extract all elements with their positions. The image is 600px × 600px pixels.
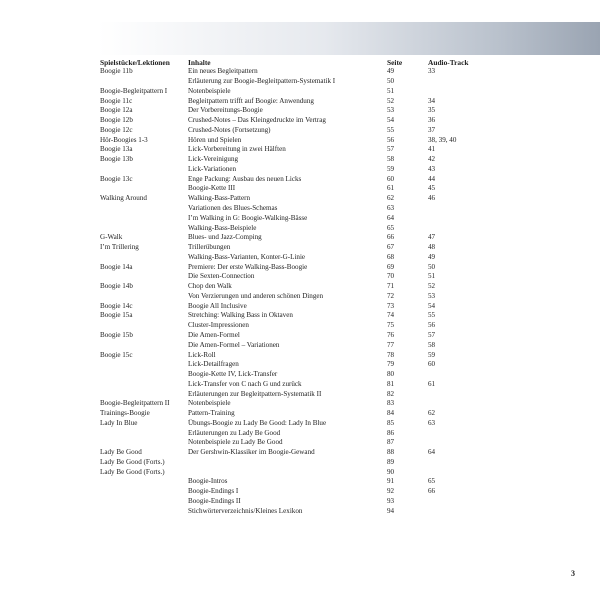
- toc-content: Boogie-Endings I: [188, 487, 239, 496]
- toc-row: [100, 341, 580, 351]
- toc-page: 86: [387, 428, 395, 437]
- toc-audio-track: 36: [428, 116, 436, 125]
- toc-row: [100, 263, 580, 273]
- toc-content: Stretching: Walking Bass in Oktaven: [188, 311, 293, 320]
- toc-content: Hören und Spielen: [188, 135, 242, 144]
- toc-page: 52: [387, 96, 395, 105]
- toc-row: [100, 155, 580, 165]
- toc-content: Boogie-Kette III: [188, 184, 236, 193]
- toc-content: Blues- und Jazz-Comping: [188, 233, 262, 242]
- toc-audio-track: 65: [428, 477, 436, 486]
- toc-row: [100, 272, 580, 282]
- toc-content: Erläuterungen zur Begleitpattern-Systematik II: [188, 389, 322, 398]
- toc-page: 83: [387, 399, 395, 408]
- toc-row: [100, 175, 580, 185]
- toc-content: Erläuterung zur Boogie-Begleitpattern-Systematik I: [188, 77, 336, 86]
- toc-audio-track: 48: [428, 243, 436, 252]
- toc-content: Lick-Variationen: [188, 164, 237, 173]
- toc-content: Crushed-Notes (Fortsetzung): [188, 125, 271, 134]
- toc-content: Begleitpattern trifft auf Boogie: Anwendung: [188, 96, 314, 105]
- toc-audio-track: 57: [428, 330, 436, 339]
- toc-piece: Boogie-Begleitpattern II: [100, 399, 170, 408]
- toc-page: 78: [387, 350, 395, 359]
- page-number: 3: [571, 569, 575, 578]
- toc-content: Lick-Detailfragen: [188, 360, 239, 369]
- toc-content: Übungs-Boogie zu Lady Be Good: Lady In Blue: [188, 418, 327, 427]
- toc-page: 56: [387, 135, 395, 144]
- toc-body: [100, 67, 580, 516]
- toc-content: Chop den Walk: [188, 282, 232, 291]
- toc-audio-track: 44: [428, 174, 436, 183]
- toc-row: [100, 67, 580, 77]
- toc-content: Walking-Bass-Varianten, Konter-G-Linie: [188, 252, 306, 261]
- toc-page: 54: [387, 116, 395, 125]
- toc-piece: Boogie 14a: [100, 262, 133, 271]
- toc-page: 77: [387, 340, 395, 349]
- toc-content: Lick-Vorbereitung in zwei Hälften: [188, 145, 286, 154]
- toc-page: 90: [387, 467, 395, 476]
- toc-audio-track: 42: [428, 155, 436, 164]
- toc-audio-track: 37: [428, 125, 436, 134]
- toc-content: Crushed-Notes – Das Kleingedruckte im Vertrag: [188, 116, 326, 125]
- toc-row: [100, 438, 580, 448]
- toc-audio-track: 34: [428, 96, 436, 105]
- toc-piece: Boogie 14c: [100, 301, 133, 310]
- toc-audio-track: 58: [428, 340, 436, 349]
- toc-content: I’m Walking in G: Boogie-Walking-Bässe: [188, 213, 308, 222]
- toc-content: Notenbeispiele: [188, 86, 231, 95]
- toc-content: Enge Packung: Ausbau des neuen Licks: [188, 174, 302, 183]
- toc-content: Premiere: Der erste Walking-Bass-Boogie: [188, 262, 308, 271]
- toc-row: [100, 477, 580, 487]
- toc-row: [100, 360, 580, 370]
- toc-page: 91: [387, 477, 395, 486]
- toc-row: [100, 136, 580, 146]
- toc-content: Stichwörterverzeichnis/Kleines Lexikon: [188, 506, 303, 515]
- toc-piece: Boogie 15a: [100, 311, 133, 320]
- toc-row: [100, 77, 580, 87]
- toc-row: [100, 351, 580, 361]
- toc-audio-track: 53: [428, 291, 436, 300]
- toc-row: [100, 292, 580, 302]
- toc-page: 82: [387, 389, 395, 398]
- toc-row: [100, 194, 580, 204]
- toc-audio-track: 60: [428, 360, 436, 369]
- toc-content: Trillerübungen: [188, 243, 231, 252]
- toc-row: [100, 419, 580, 429]
- toc-audio-track: 33: [428, 67, 436, 76]
- toc-page: 73: [387, 301, 395, 310]
- toc-audio-track: 51: [428, 272, 436, 281]
- table-of-contents: [100, 58, 580, 517]
- toc-row: [100, 165, 580, 175]
- toc-content: Notenbeispiele zu Lady Be Good: [188, 438, 283, 447]
- toc-page: 63: [387, 204, 395, 213]
- toc-row: [100, 448, 580, 458]
- toc-page: 67: [387, 243, 395, 252]
- toc-piece: Boogie 11b: [100, 67, 133, 76]
- header-audio-track: Audio-Track: [428, 58, 469, 67]
- toc-audio-track: 63: [428, 418, 436, 427]
- toc-row: [100, 106, 580, 116]
- toc-page: 94: [387, 506, 395, 515]
- toc-piece: Boogie 12c: [100, 125, 133, 134]
- toc-piece: Lady In Blue: [100, 418, 138, 427]
- toc-piece: Lady Be Good (Forts.): [100, 457, 165, 466]
- toc-content: Pattern-Training: [188, 409, 235, 418]
- toc-audio-track: 52: [428, 282, 436, 291]
- toc-row: [100, 87, 580, 97]
- toc-row: [100, 145, 580, 155]
- toc-row: [100, 331, 580, 341]
- toc-piece: Boogie 13a: [100, 145, 133, 154]
- toc-page: 71: [387, 282, 395, 291]
- toc-content: Die Sexten-Connection: [188, 272, 255, 281]
- toc-content: Boogie-Kette IV, Lick-Transfer: [188, 370, 278, 379]
- toc-page: 55: [387, 125, 395, 134]
- toc-content: Die Amen-Formel – Variationen: [188, 340, 280, 349]
- toc-row: [100, 204, 580, 214]
- toc-piece: Boogie 13c: [100, 174, 133, 183]
- toc-content: Lick-Transfer von C nach G und zurück: [188, 379, 302, 388]
- header-gradient-bar: [98, 22, 600, 55]
- toc-content: Walking-Bass-Pattern: [188, 194, 251, 203]
- toc-audio-track: 54: [428, 301, 436, 310]
- toc-page: 49: [387, 67, 395, 76]
- toc-page: 53: [387, 106, 395, 115]
- toc-piece: Hör-Boogies 1-3: [100, 135, 148, 144]
- toc-header-row: [100, 58, 580, 67]
- toc-page: 64: [387, 213, 395, 222]
- toc-audio-track: 66: [428, 487, 436, 496]
- header-pieces: Spielstücke/Lektionen: [100, 58, 170, 67]
- toc-content: Cluster-Impressionen: [188, 321, 249, 330]
- toc-page: 74: [387, 311, 395, 320]
- toc-piece: Boogie 15c: [100, 350, 133, 359]
- toc-page: 70: [387, 272, 395, 281]
- toc-row: [100, 458, 580, 468]
- toc-content: Von Verzierungen und anderen schönen Dingen: [188, 291, 324, 300]
- toc-page: 69: [387, 262, 395, 271]
- toc-content: Lick-Roll: [188, 350, 216, 359]
- toc-row: [100, 233, 580, 243]
- toc-audio-track: 59: [428, 350, 436, 359]
- toc-audio-track: 49: [428, 252, 436, 261]
- toc-row: [100, 468, 580, 478]
- toc-row: [100, 380, 580, 390]
- toc-page: 51: [387, 86, 395, 95]
- toc-content: Die Amen-Formel: [188, 330, 240, 339]
- toc-row: [100, 214, 580, 224]
- toc-row: [100, 390, 580, 400]
- toc-audio-track: 38, 39, 40: [428, 135, 457, 144]
- toc-content: Boogie-Endings II: [188, 496, 241, 505]
- toc-page: 62: [387, 194, 395, 203]
- toc-row: [100, 321, 580, 331]
- toc-content: Variationen des Blues-Schemas: [188, 204, 278, 213]
- toc-row: [100, 487, 580, 497]
- toc-row: [100, 184, 580, 194]
- header-contents: Inhalte: [188, 58, 211, 67]
- toc-content: Ein neues Begleitpattern: [188, 67, 258, 76]
- toc-row: [100, 302, 580, 312]
- toc-page: 87: [387, 438, 395, 447]
- toc-page: 65: [387, 223, 395, 232]
- toc-page: 89: [387, 457, 395, 466]
- toc-audio-track: 55: [428, 311, 436, 320]
- toc-page: 76: [387, 330, 395, 339]
- toc-content: Der Gershwin-Klassiker im Boogie-Gewand: [188, 448, 315, 457]
- toc-row: [100, 282, 580, 292]
- toc-page: 60: [387, 174, 395, 183]
- toc-audio-track: 62: [428, 409, 436, 418]
- toc-content: Lick-Vereinigung: [188, 155, 239, 164]
- toc-page: 79: [387, 360, 395, 369]
- toc-row: [100, 243, 580, 253]
- toc-row: [100, 507, 580, 517]
- toc-piece: Boogie 12b: [100, 116, 133, 125]
- toc-piece: G-Walk: [100, 233, 123, 242]
- toc-content: Notenbeispiele: [188, 399, 231, 408]
- toc-page: 61: [387, 184, 395, 193]
- toc-audio-track: 64: [428, 448, 436, 457]
- toc-page: 72: [387, 291, 395, 300]
- toc-page: 80: [387, 370, 395, 379]
- toc-piece: Boogie 15b: [100, 330, 133, 339]
- toc-audio-track: 50: [428, 262, 436, 271]
- toc-audio-track: 56: [428, 321, 436, 330]
- toc-piece: Boogie 14b: [100, 282, 133, 291]
- toc-content: Boogie-Intros: [188, 477, 228, 486]
- toc-piece: I’m Trillering: [100, 243, 139, 252]
- toc-piece: Boogie 13b: [100, 155, 133, 164]
- toc-audio-track: 61: [428, 379, 436, 388]
- toc-row: [100, 97, 580, 107]
- toc-content: Walking-Bass-Beispiele: [188, 223, 257, 232]
- toc-piece: Boogie 12a: [100, 106, 133, 115]
- toc-row: [100, 399, 580, 409]
- toc-piece: Lady Be Good (Forts.): [100, 467, 165, 476]
- toc-page: 84: [387, 409, 395, 418]
- toc-row: [100, 370, 580, 380]
- toc-row: [100, 497, 580, 507]
- header-page: Seite: [387, 58, 403, 67]
- toc-piece: Boogie 11c: [100, 96, 133, 105]
- toc-row: [100, 126, 580, 136]
- toc-row: [100, 253, 580, 263]
- toc-row: [100, 311, 580, 321]
- toc-page: 57: [387, 145, 395, 154]
- toc-piece: Lady Be Good: [100, 448, 142, 457]
- toc-page: 68: [387, 252, 395, 261]
- toc-row: [100, 224, 580, 234]
- toc-row: [100, 429, 580, 439]
- toc-page: 58: [387, 155, 395, 164]
- toc-row: [100, 409, 580, 419]
- toc-page: 59: [387, 164, 395, 173]
- toc-piece: Boogie-Begleitpattern I: [100, 86, 168, 95]
- toc-piece: Walking Around: [100, 194, 147, 203]
- toc-page: 66: [387, 233, 395, 242]
- toc-audio-track: 41: [428, 145, 436, 154]
- toc-page: 93: [387, 496, 395, 505]
- toc-page: 75: [387, 321, 395, 330]
- toc-audio-track: 43: [428, 164, 436, 173]
- toc-audio-track: 46: [428, 194, 436, 203]
- toc-audio-track: 47: [428, 233, 436, 242]
- toc-page: 81: [387, 379, 395, 388]
- toc-content: Boogie All Inclusive: [188, 301, 247, 310]
- toc-page: 50: [387, 77, 395, 86]
- toc-page: 88: [387, 448, 395, 457]
- toc-row: [100, 116, 580, 126]
- toc-audio-track: 35: [428, 106, 436, 115]
- toc-audio-track: 45: [428, 184, 436, 193]
- toc-content: Der Vorbereitungs-Boogie: [188, 106, 263, 115]
- toc-piece: Trainings-Boogie: [100, 409, 150, 418]
- toc-page: 85: [387, 418, 395, 427]
- toc-content: Erläuterungen zu Lady Be Good: [188, 428, 281, 437]
- toc-page: 92: [387, 487, 395, 496]
